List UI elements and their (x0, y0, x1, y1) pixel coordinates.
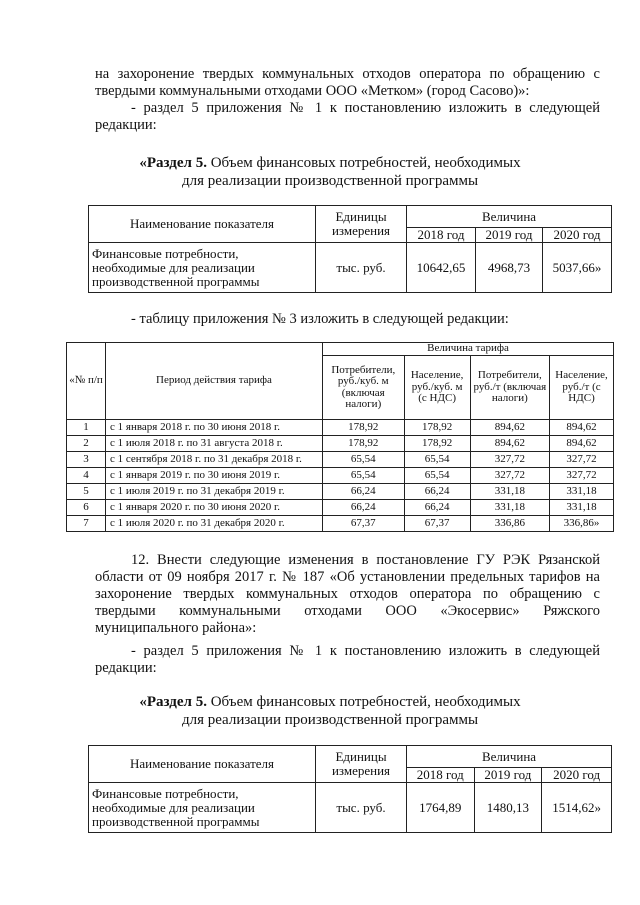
tariff-value-cell: 336,86» (550, 516, 614, 532)
row-period: с 1 января 2019 г. по 30 июня 2019 г. (106, 468, 323, 484)
row-period: с 1 июля 2018 г. по 31 августа 2018 г. (106, 436, 323, 452)
col-num-header: «№ п/п (67, 343, 106, 420)
col-name-header: Наименование показателя (89, 746, 316, 783)
value-cell: 1480,13 (474, 783, 542, 833)
tariff-value-cell: 178,92 (323, 436, 405, 452)
row-number: 2 (67, 436, 106, 452)
row-number: 4 (67, 468, 106, 484)
section1-title-bold: «Раздел 5. (139, 155, 207, 171)
value-cell: 1764,89 (407, 783, 475, 833)
section2-title-line2: для реализации производственной программы (181, 712, 479, 728)
table-row (89, 243, 612, 293)
tariff-col-header: Потребители, руб./куб. м (включая налоги) (323, 356, 405, 420)
table-row (67, 516, 614, 532)
tariff-value-cell: 331,18 (550, 500, 614, 516)
tariff-value-cell: 331,18 (470, 500, 549, 516)
table3-intro-text: - таблицу приложения № 3 изложить в следующей редакции: (131, 311, 509, 327)
tariff-value-cell: 336,86 (470, 516, 549, 532)
intro-text: на захоронение твердых коммунальных отходов оператора по обращению с твердыми коммунальными отходами ООО «Метком» (город Сасово)»: (95, 66, 600, 99)
tariff-value-cell: 67,37 (404, 516, 470, 532)
row-name: Финансовые потребности, необходимые для реализации производственной программы (89, 243, 316, 293)
tariff-value-cell: 327,72 (470, 468, 549, 484)
year-header: 2020 год (542, 228, 611, 243)
tariff-table-body (67, 420, 614, 532)
section2-title (80, 693, 580, 729)
col-name-header: Наименование показателя (89, 206, 316, 243)
tariff-value-cell: 65,54 (404, 468, 470, 484)
row-period: с 1 января 2020 г. по 30 июня 2020 г. (106, 500, 323, 516)
col-tariff-group-header: Величина тарифа (323, 343, 614, 356)
section1-title-rest: Объем финансовых потребностей, необходимых (206, 155, 521, 171)
section1-title-line2: для реализации производственной программы (181, 173, 479, 189)
section1-table (88, 205, 612, 293)
value-cell: 4968,73 (476, 243, 543, 293)
tariff-table (66, 342, 614, 532)
tariff-value-cell: 331,18 (550, 484, 614, 500)
col-unit-header: Единицы измерения (316, 206, 407, 243)
row-period: с 1 января 2018 г. по 30 июня 2018 г. (106, 420, 323, 436)
col-value-header: Величина (407, 746, 612, 768)
row-unit: тыс. руб. (316, 243, 407, 293)
year-header: 2019 год (474, 768, 542, 783)
row-number: 5 (67, 484, 106, 500)
table-row (67, 468, 614, 484)
intro-sub-text: - раздел 5 приложения № 1 к постановлению изложить в следующей редакции: (95, 100, 600, 133)
year-header: 2019 год (476, 228, 543, 243)
col-period-header: Период действия тарифа (106, 343, 323, 420)
tariff-value-cell: 67,37 (323, 516, 405, 532)
tariff-col-header: Население, руб./т (с НДС) (550, 356, 614, 420)
row-number: 6 (67, 500, 106, 516)
row-period: с 1 июля 2019 г. по 31 декабря 2019 г. (106, 484, 323, 500)
tariff-col-header: Потребители, руб./т (включая налоги) (470, 356, 549, 420)
item12-paragraph (95, 552, 600, 637)
col-value-header: Величина (407, 206, 612, 228)
row-unit: тыс. руб. (316, 783, 407, 833)
tariff-col-header: Население, руб./куб. м (с НДС) (404, 356, 470, 420)
table-row (67, 452, 614, 468)
row-number: 3 (67, 452, 106, 468)
tariff-value-cell: 178,92 (404, 420, 470, 436)
tariff-value-cell: 894,62 (550, 436, 614, 452)
intro-paragraph (95, 66, 600, 100)
table-row (89, 783, 612, 833)
tariff-value-cell: 178,92 (323, 420, 405, 436)
row-number: 7 (67, 516, 106, 532)
value-cell: 10642,65 (407, 243, 476, 293)
tariff-value-cell: 894,62 (470, 420, 549, 436)
tariff-value-cell: 331,18 (470, 484, 549, 500)
row-number: 1 (67, 420, 106, 436)
table-row (67, 436, 614, 452)
year-header: 2018 год (407, 228, 476, 243)
section1-title (80, 154, 580, 190)
table-row (67, 500, 614, 516)
tariff-value-cell: 66,24 (323, 500, 405, 516)
value-cell: 5037,66» (542, 243, 611, 293)
year-header: 2020 год (542, 768, 612, 783)
section2-title-bold: «Раздел 5. (139, 694, 207, 710)
row-period: с 1 сентября 2018 г. по 31 декабря 2018 г. (106, 452, 323, 468)
tariff-value-cell: 894,62 (550, 420, 614, 436)
col-unit-header: Единицы измерения (316, 746, 407, 783)
tariff-value-cell: 66,24 (404, 500, 470, 516)
tariff-value-cell: 327,72 (550, 452, 614, 468)
value-cell: 1514,62» (542, 783, 612, 833)
table-row (67, 484, 614, 500)
row-period: с 1 июля 2020 г. по 31 декабря 2020 г. (106, 516, 323, 532)
tariff-value-cell: 66,24 (404, 484, 470, 500)
year-header: 2018 год (407, 768, 475, 783)
section2-title-rest: Объем финансовых потребностей, необходимых (206, 694, 521, 710)
tariff-value-cell: 327,72 (550, 468, 614, 484)
table3-intro (95, 311, 600, 328)
tariff-value-cell: 65,54 (404, 452, 470, 468)
item12-text: 12. Внести следующие изменения в постановление ГУ РЭК Рязанской области от 09 ноября 2017 г. № 187 «Об установлении предельных тарифов на захоронение твердых коммунальных отходов оператора по обращению с твердыми коммунальными отходами ООО «Экосервис» Ряжского муниципального района»: (95, 552, 600, 636)
item12-sub-text: - раздел 5 приложения № 1 к постановлению изложить в следующей редакции: (95, 643, 600, 676)
table-row (67, 420, 614, 436)
tariff-value-cell: 65,54 (323, 452, 405, 468)
tariff-value-cell: 178,92 (404, 436, 470, 452)
item12-sub-paragraph (95, 643, 600, 677)
row-name: Финансовые потребности, необходимые для реализации производственной программы (89, 783, 316, 833)
tariff-value-cell: 327,72 (470, 452, 549, 468)
tariff-value-cell: 66,24 (323, 484, 405, 500)
section2-table (88, 745, 612, 833)
intro-sub-paragraph (95, 100, 600, 134)
tariff-value-cell: 65,54 (323, 468, 405, 484)
tariff-value-cell: 894,62 (470, 436, 549, 452)
